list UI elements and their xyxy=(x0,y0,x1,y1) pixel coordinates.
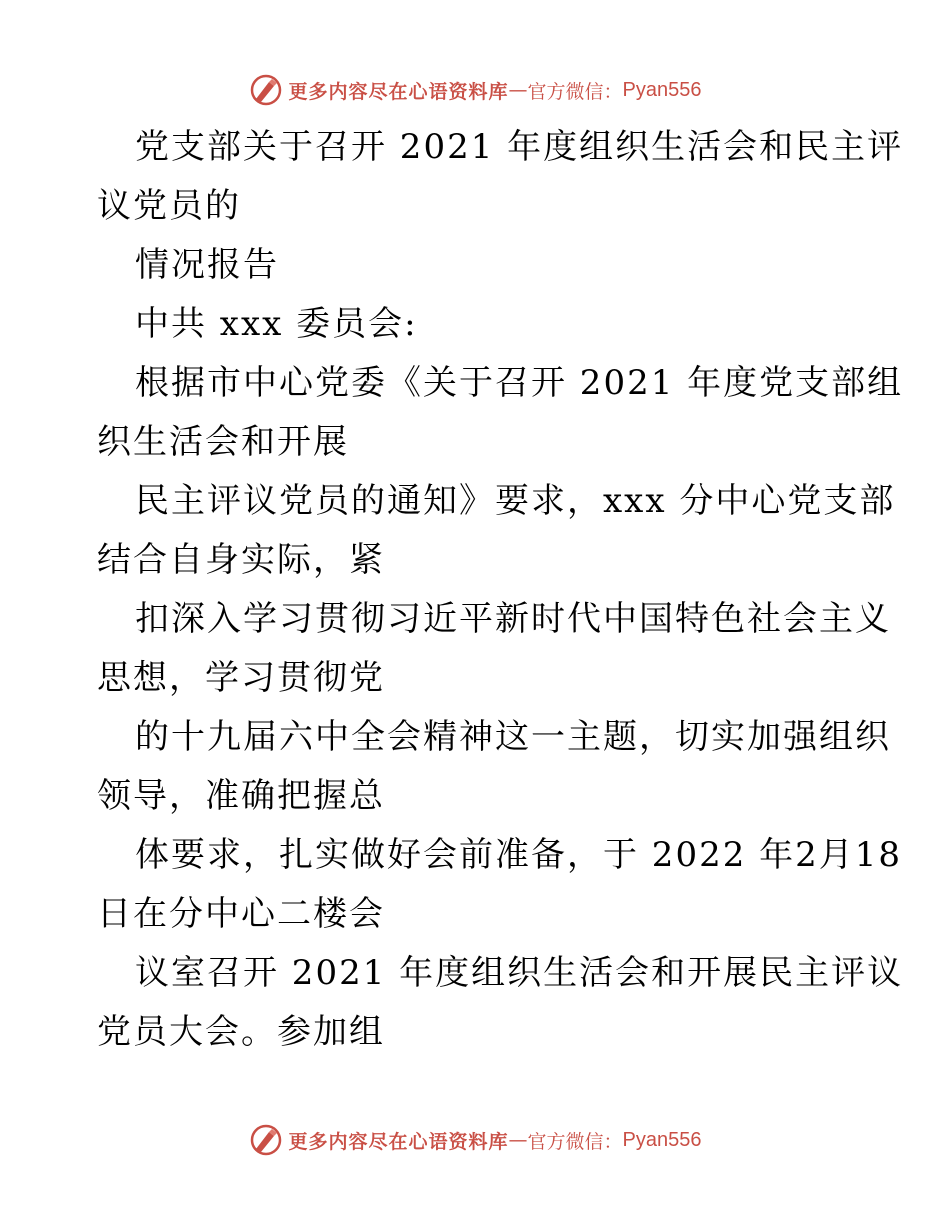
title-line-2: 议党员的 xyxy=(97,186,241,226)
watermark-wechat-label: 官方微信： xyxy=(527,80,623,103)
watermark-wechat-id: Pyan556 xyxy=(622,78,702,101)
salutation: 中共 xxx 委员会: xyxy=(135,304,418,344)
paragraph-line: 体要求，扎实做好会前准备，于 2022 年2月18 xyxy=(135,835,903,875)
paragraph-line: 领导，准确把握总 xyxy=(97,776,385,816)
paragraph-line: 思想，学习贯彻党 xyxy=(97,658,385,698)
title-line-3: 情况报告 xyxy=(135,245,279,285)
paragraph-line: 日在分中心二楼会 xyxy=(97,894,385,934)
paragraph-line: 织生活会和开展 xyxy=(97,422,349,462)
paragraph-line: 民主评议党员的通知》要求，xxx 分中心党支部 xyxy=(135,481,896,521)
watermark-dash: — xyxy=(508,79,528,101)
watermark-wechat-label: 官方微信： xyxy=(527,1130,623,1153)
watermark-main-text: 更多内容尽在心语资料库 xyxy=(288,80,509,103)
paragraph-line: 党员大会。参加组 xyxy=(97,1012,385,1052)
title-line-1: 党支部关于召开 2021 年度组织生活会和民主评 xyxy=(135,127,904,167)
paragraph-line: 扣深入学习贯彻习近平新时代中国特色社会主义 xyxy=(135,599,891,639)
paragraph-line: 根据市中心党委《关于召开 2021 年度党支部组 xyxy=(135,363,904,403)
watermark-dash: — xyxy=(508,1129,528,1151)
paragraph-line: 议室召开 2021 年度组织生活会和开展民主评议 xyxy=(135,953,904,993)
document-body xyxy=(97,118,904,1062)
paragraph-line: 结合自身实际，紧 xyxy=(97,540,385,580)
footer-watermark xyxy=(0,1120,950,1160)
header-watermark xyxy=(0,70,950,110)
pen-logo-icon xyxy=(249,73,283,107)
pen-logo-icon xyxy=(249,1123,283,1157)
paragraph-line: 的十九届六中全会精神这一主题，切实加强组织 xyxy=(135,717,891,757)
watermark-main-text: 更多内容尽在心语资料库 xyxy=(288,1130,509,1153)
watermark-wechat-id: Pyan556 xyxy=(622,1128,702,1151)
